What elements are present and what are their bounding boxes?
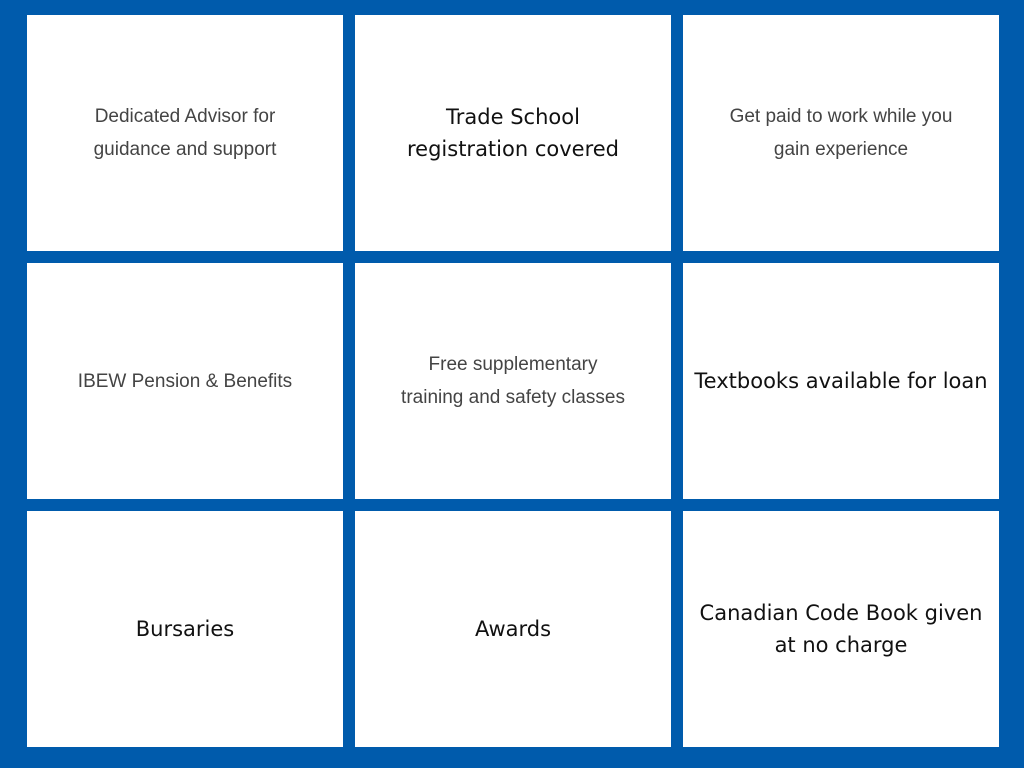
card-text: Bursaries: [135, 617, 235, 641]
card-text: Get paid to work while you gain experience: [729, 106, 953, 160]
card-text: IBEW Pension & Benefits: [77, 370, 293, 392]
card-text: Textbooks available for loan: [694, 369, 988, 393]
benefits-grid: [27, 15, 999, 747]
card-get-paid: [683, 15, 999, 251]
card-dedicated-advisor: [27, 15, 343, 251]
card-textbooks: [683, 263, 999, 499]
card-text: Free supplementary training and safety classes: [401, 354, 625, 408]
card-code-book: [683, 511, 999, 747]
card-bursaries: [27, 511, 343, 747]
card-text: Awards: [474, 617, 552, 641]
card-awards: [355, 511, 671, 747]
card-text: Trade School registration covered: [407, 105, 619, 161]
card-text: Canadian Code Book given at no charge: [699, 601, 983, 657]
card-text: Dedicated Advisor for guidance and support: [93, 106, 277, 160]
card-pension-benefits: [27, 263, 343, 499]
card-free-training: [355, 263, 671, 499]
card-trade-school: [355, 15, 671, 251]
